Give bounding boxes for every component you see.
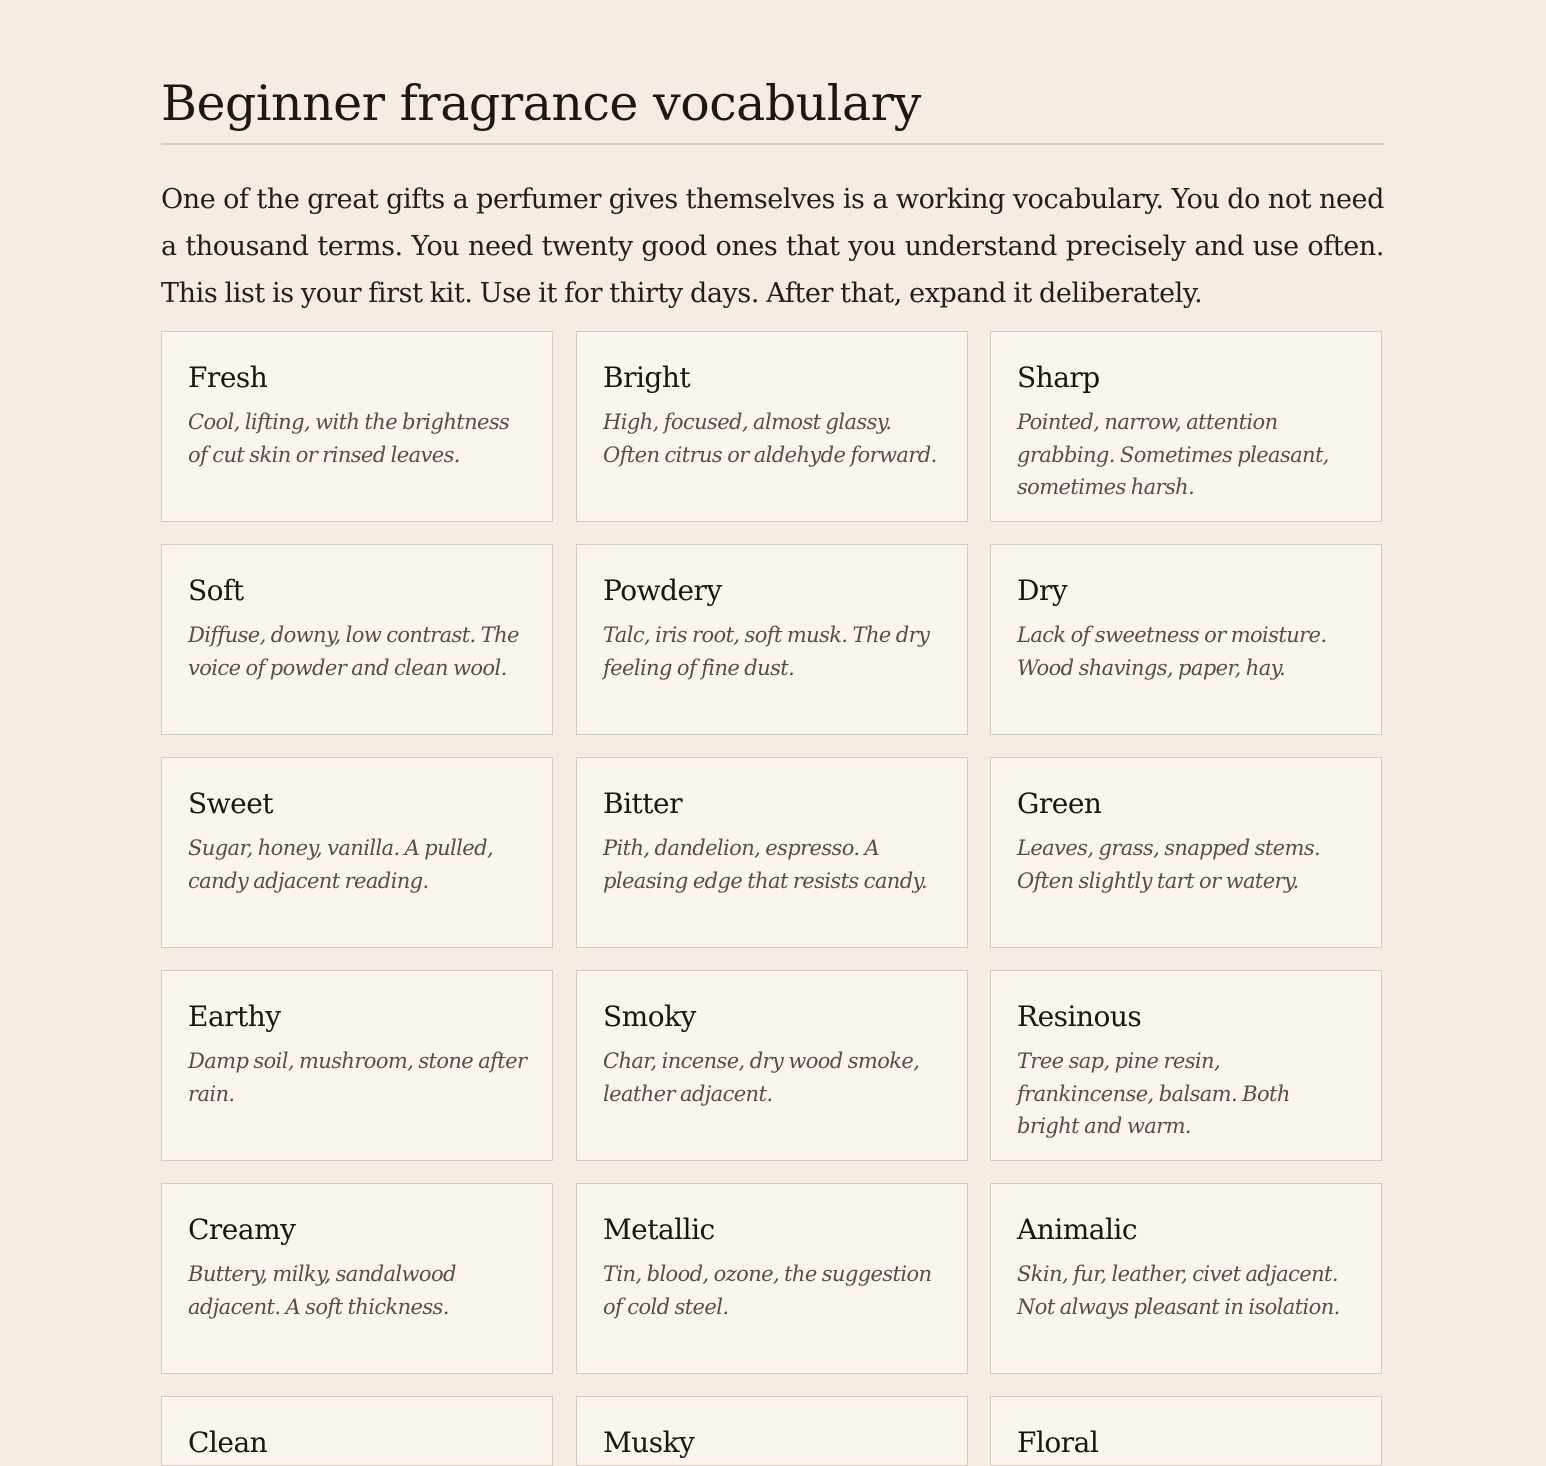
- term-card: [990, 757, 1382, 948]
- term-card: [990, 970, 1382, 1161]
- term-name: Fresh: [188, 361, 268, 394]
- term-description: Talc, iris root, soft musk. The dry feeling of fine dust.: [603, 623, 930, 680]
- term-description: High, focused, almost glassy. Often citrus or aldehyde forward.: [603, 410, 937, 467]
- term-description: Sugar, honey, vanilla. A pulled, candy adjacent reading.: [188, 836, 494, 893]
- term-description: Damp soil, mushroom, stone after rain.: [188, 1049, 527, 1106]
- term-name: Bitter: [603, 787, 682, 820]
- term-description: Lack of sweetness or moisture. Wood shavings, paper, hay.: [1017, 623, 1327, 680]
- term-name: Creamy: [188, 1213, 296, 1246]
- term-card: [576, 1183, 968, 1374]
- term-description: Skin, fur, leather, civet adjacent. Not always pleasant in isolation.: [1017, 1262, 1340, 1319]
- term-name: Animalic: [1017, 1213, 1138, 1246]
- term-description: Char, incense, dry wood smoke, leather adjacent.: [603, 1049, 920, 1106]
- term-name: Metallic: [603, 1213, 715, 1246]
- term-name: Earthy: [188, 1000, 281, 1033]
- term-name: Sweet: [188, 787, 274, 820]
- term-card: [990, 544, 1382, 735]
- page-title: Beginner fragrance vocabulary: [161, 75, 921, 132]
- term-name: Dry: [1017, 574, 1068, 607]
- term-name: Green: [1017, 787, 1102, 820]
- term-name: Resinous: [1017, 1000, 1142, 1033]
- term-description: Buttery, milky, sandalwood adjacent. A soft thickness.: [188, 1262, 456, 1319]
- term-card: [161, 1183, 553, 1374]
- term-description: Pith, dandelion, espresso. A pleasing edge that resists candy.: [603, 836, 928, 893]
- term-name: Powdery: [603, 574, 722, 607]
- term-name: Sharp: [1017, 361, 1100, 394]
- term-description: Pointed, narrow, attention grabbing. Sometimes pleasant, sometimes harsh.: [1017, 410, 1329, 499]
- term-description: Cool, lifting, with the brightness of cut skin or rinsed leaves.: [188, 410, 510, 467]
- term-card: [990, 1183, 1382, 1374]
- term-description: Diffuse, downy, low contrast. The voice of powder and clean wool.: [188, 623, 519, 680]
- term-card: [576, 1396, 968, 1466]
- title-divider: [161, 143, 1384, 145]
- term-card: [161, 544, 553, 735]
- term-card: [161, 331, 553, 522]
- term-card: [576, 331, 968, 522]
- term-card: [576, 544, 968, 735]
- term-card: [161, 970, 553, 1161]
- term-name: Musky: [603, 1426, 695, 1459]
- term-description: Tree sap, pine resin, frankincense, balsam. Both bright and warm.: [1017, 1049, 1290, 1138]
- term-card: [576, 757, 968, 948]
- term-description: Leaves, grass, snapped stems. Often slightly tart or watery.: [1017, 836, 1321, 893]
- term-card: [161, 757, 553, 948]
- term-name: Soft: [188, 574, 244, 607]
- term-card: [576, 970, 968, 1161]
- article: [161, 0, 1384, 1459]
- intro-paragraph: One of the great gifts a perfumer gives themselves is a working vocabulary. You do not need a thousand terms. You need twenty good ones that you understand precisely and use often. This list is your first kit. Use it for thirty days. After that, expand it deliberately.: [161, 184, 1384, 309]
- term-name: Smoky: [603, 1000, 696, 1033]
- term-card: [990, 1396, 1382, 1466]
- term-name: Clean: [188, 1426, 268, 1459]
- term-description: Tin, blood, ozone, the suggestion of cold steel.: [603, 1262, 932, 1319]
- term-card: [990, 331, 1382, 522]
- term-name: Bright: [603, 361, 691, 394]
- term-name: Floral: [1017, 1426, 1099, 1459]
- term-card: [161, 1396, 553, 1466]
